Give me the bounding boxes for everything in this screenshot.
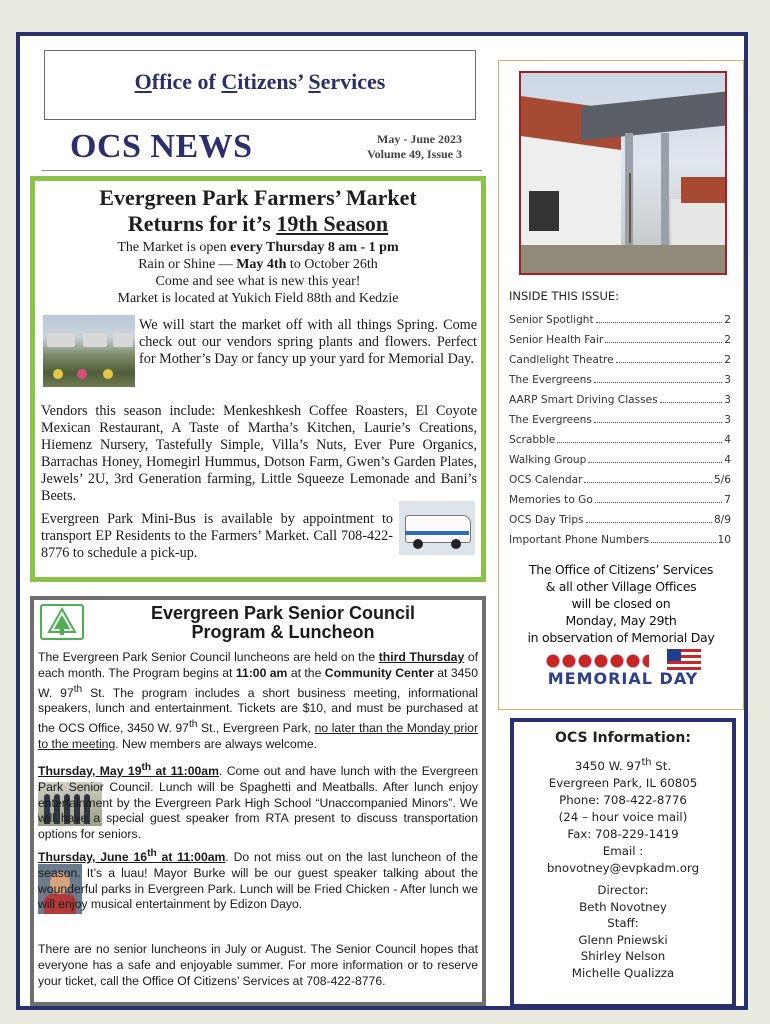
intro-time: 11:00 am (235, 665, 288, 680)
toc-page: 7 (724, 494, 731, 506)
june-luncheon-text: . Do not miss out on the last luncheon of the season. It’s a luau! Mayor Burke will be our guest speaker talking about the wounderful parks in Evergreen Park. Lunch will be Fried Chicken - After lunch we will enjoy musical entertainment by Edizon Dayo. (38, 850, 478, 912)
intro-sup: th (188, 719, 198, 731)
masthead-box (44, 50, 476, 120)
intro-venue: Community Center (324, 665, 434, 680)
ocs-information-box (510, 718, 736, 1008)
toc-title: OCS Day Trips (509, 514, 584, 526)
staff-member: Michelle Qualizza (571, 965, 675, 980)
sidebar-box (498, 60, 744, 710)
toc-leader (660, 393, 723, 403)
memorial-day-text: MEMORIAL DAY (547, 669, 699, 688)
toc-item[interactable] (509, 453, 731, 473)
may-luncheon-date (38, 764, 219, 778)
june-luncheon (38, 846, 478, 913)
flag-canton (667, 649, 681, 661)
issue-info (332, 132, 462, 162)
market-invite: Come and see what is new this year! (155, 274, 361, 289)
vendors-paragraph: Vendors this season include: Menkeshkesh Coffee Roasters, El Coyote Mexican Restaurant, A Taste of Martha’s Kitchen, Laurie’s Creations, Hiemenz Nursery, Tastefully Simple, Villa’s Nuts, Ever Pure Organics, Barrachas Honey, Homegirl Hummus, Dotson Farm, Gwen’s Garden Plates, Jewels’ 2U, 3rd Generation farming, Little Squeeze Lemonade and Bani’s Beets. (41, 403, 477, 504)
closure-line: Monday, May 29th (565, 613, 677, 628)
toc-leader (594, 413, 722, 423)
address-street: 3450 W. 97 (574, 758, 642, 773)
may-luncheon (38, 760, 478, 843)
market-location: Market is located at Yukich Field 88th and Kedzie (117, 291, 399, 306)
spring-paragraph: We will start the market off with all things Spring. Come check out our vendors spring plants and flowers. Perfect for Mother’s Day or fancy up your yard for Memorial Day. (139, 317, 477, 367)
intro-text: of each month. The Program begins at (38, 650, 478, 680)
tree-logo-icon (42, 606, 82, 638)
poppies-icon (545, 653, 649, 669)
office-title-word3: ervices (320, 69, 386, 94)
ground-shape (521, 245, 725, 273)
tent-shape (83, 333, 107, 347)
closure-notice (499, 561, 743, 646)
toc-page: 5/6 (713, 474, 731, 486)
senior-council-headline (94, 604, 472, 642)
office-title-word2: itizens’ (237, 69, 309, 94)
toc-page: 4 (724, 454, 731, 466)
toc-leader (584, 473, 711, 483)
toc-title: Senior Health Fair (509, 334, 604, 346)
senior-council-closing: There are no senior luncheons in July or August. The Senior Council hopes that everyone has a safe and enjoyable summer. For more information or to reserve your ticket, call the Office Of Citizens’ Services at 708-422-8776. (38, 942, 478, 988)
may-date-sup: th (141, 762, 152, 773)
toc-item[interactable] (509, 353, 731, 373)
toc-title: Scrabble (509, 434, 556, 446)
market-hours-bold: every Thursday 8 am - 1 pm (230, 240, 399, 255)
address-line2: Evergreen Park, IL 60805 (548, 775, 698, 790)
toc-leader (616, 353, 723, 363)
may-date-text: Thursday, May 19 (38, 764, 142, 779)
toc-leader (596, 313, 723, 323)
intro-third-thursday: third Thursday (378, 650, 465, 664)
toc-leader (588, 453, 722, 463)
sc-headline-line2: Program & Luncheon (191, 622, 375, 642)
market-dates-prefix: Rain or Shine — (138, 257, 237, 272)
toc-leader (651, 533, 715, 543)
may-luncheon-text: . Come out and have lunch with the Evergreen Park Senior Council. Lunch will be Spaghetti and Meatballs. After lunch enjoy entertainment by the Evergreen Park High School “Unaccompanied Minors”. We will have a special guest speaker from RTA present to discuss transportation options for seniors. (38, 764, 478, 842)
toc-item[interactable] (509, 393, 731, 413)
may-date-time: at 11:00am (151, 764, 219, 779)
staff-member: Shirley Nelson (580, 949, 666, 964)
staff-member: Glenn Pniewski (578, 932, 668, 947)
newsletter-title: OCS NEWS (70, 128, 253, 165)
staff-list (514, 882, 732, 982)
toc-page: 2 (724, 334, 731, 346)
toc-title: Important Phone Numbers (509, 534, 650, 546)
closure-line: in observation of Memorial Day (527, 630, 715, 645)
toc-page: 3 (724, 414, 731, 426)
flower-shape (77, 369, 87, 379)
intro-text: at 3450 W. 97 (38, 665, 478, 700)
toc-title: Walking Group (509, 454, 587, 466)
toc-page: 2 (724, 354, 731, 366)
intro-text: . New members are always welcome. (115, 737, 318, 752)
toc-title: Candlelight Theatre (509, 354, 614, 366)
flower-shape (53, 369, 63, 379)
june-date-text: Thursday, June 16 (38, 850, 148, 865)
intro-text: St., Evergreen Park, (197, 721, 315, 736)
intro-deadline: no later than the Monday prior to the meeting (38, 721, 478, 752)
toc-leader (595, 493, 722, 503)
market-dates-bold: May 4th (236, 257, 287, 272)
fax-number: Fax: 708-229-1419 (567, 826, 679, 841)
column-shape (661, 133, 669, 263)
toc-title: OCS Calendar (509, 474, 583, 486)
office-title-s: S (308, 69, 321, 94)
june-luncheon-date (38, 850, 225, 864)
toc-item[interactable] (509, 493, 731, 513)
minibus-paragraph: Evergreen Park Mini-Bus is available by appointment to transport EP Residents to the Farmers’ Market. Call 708-422-8776 to schedule a pick-up. (41, 511, 393, 561)
toc-leader (594, 373, 722, 383)
address-sup: th (641, 757, 652, 768)
director-name: Beth Novotney (579, 899, 667, 914)
community-center-photo (519, 71, 727, 275)
toc-title: Senior Spotlight (509, 314, 594, 326)
tent-shape (47, 333, 75, 347)
toc-item[interactable] (509, 313, 731, 333)
market-hours-prefix: The Market is open (117, 240, 231, 255)
masthead-divider (42, 170, 482, 171)
market-dates (35, 256, 481, 273)
address-line1 (514, 754, 732, 775)
senior-council-article (30, 596, 486, 1006)
intro-text: The Evergreen Park Senior Council luncheons are held on the (38, 650, 379, 664)
june-date-time: at 11:00am (156, 850, 226, 865)
toc-leader (557, 433, 722, 443)
window-shape (529, 191, 559, 231)
office-title-c: C (221, 69, 238, 94)
roof-shape (581, 91, 727, 141)
june-date-sup: th (147, 848, 157, 859)
issue-volume: Volume 49, Issue 3 (367, 147, 462, 161)
toc-title: The Evergreens (509, 414, 592, 426)
headline-line1: Evergreen Park Farmers’ Market (99, 185, 417, 210)
toc-page: 10 (717, 534, 731, 546)
email-address[interactable]: bnovotney@evpkadm.org (546, 860, 700, 875)
table-of-contents (509, 313, 731, 553)
issue-date: May - June 2023 (377, 132, 462, 146)
us-flag-icon (667, 649, 701, 671)
toc-page: 4 (724, 434, 731, 446)
toc-leader (605, 333, 722, 343)
sc-headline-line1: Evergreen Park Senior Council (150, 603, 416, 623)
office-title-o: O (134, 69, 152, 94)
memorial-day-banner (543, 649, 703, 693)
intro-text: St. The program includes a short business meeting, informational speakers, lunch and entertainment. Tickets are $10, and must be purchased at the OCS Office, 3450 W. 97 (38, 685, 478, 736)
address-suffix: St. (651, 758, 672, 773)
contact-details (514, 754, 732, 877)
toc-item[interactable] (509, 433, 731, 453)
toc-page: 2 (724, 314, 731, 326)
bus-wheel (451, 539, 461, 549)
toc-title: AARP Smart Driving Classes (509, 394, 658, 406)
toc-page: 8/9 (713, 514, 731, 526)
staff-label: Staff: (607, 916, 639, 931)
market-hours (35, 239, 481, 256)
toc-item[interactable] (509, 373, 731, 393)
bus-stripe (405, 531, 469, 535)
toc-page: 3 (724, 394, 731, 406)
closure-line: The Office of Citizens’ Services (528, 562, 714, 577)
closure-line: will be closed on (571, 596, 671, 611)
senior-council-logo (40, 604, 84, 640)
director-label: Director: (597, 883, 649, 897)
farmers-market-headline (35, 185, 481, 237)
toc-item[interactable] (509, 473, 731, 493)
email-label: Email : (602, 843, 644, 858)
headline-line2 (35, 211, 481, 237)
intro-text: at the (287, 665, 325, 680)
brick-shape (681, 177, 727, 203)
headline-line2-prefix: Returns for it’s (127, 211, 277, 236)
office-title (45, 69, 475, 95)
toc-leader (586, 513, 712, 523)
closure-line: & all other Village Offices (545, 579, 697, 594)
office-title-word1: ffice of (151, 69, 222, 94)
inside-issue-heading: INSIDE THIS ISSUE: (509, 289, 620, 303)
intro-sup: th (73, 683, 83, 695)
market-dates-suffix: to October 26th (286, 257, 378, 272)
info-title: OCS Information: (555, 730, 691, 746)
minibus-photo (399, 501, 475, 555)
senior-council-intro (38, 650, 478, 753)
market-photo (43, 315, 135, 387)
toc-item[interactable] (509, 333, 731, 353)
newsletter-page (16, 32, 748, 1010)
bus-wheel (413, 539, 423, 549)
headline-season: 19th Season (276, 211, 389, 236)
toc-title: Memories to Go (509, 494, 593, 506)
farmers-market-article (30, 176, 486, 582)
toc-item[interactable] (509, 513, 731, 533)
voicemail-note: (24 – hour voice mail) (558, 809, 688, 824)
toc-item[interactable] (509, 533, 731, 553)
flower-shape (103, 369, 113, 379)
toc-title: The Evergreens (509, 374, 592, 386)
toc-item[interactable] (509, 413, 731, 433)
tree-shape (629, 173, 661, 243)
tent-shape (113, 333, 133, 347)
toc-page: 3 (724, 374, 731, 386)
phone-number: Phone: 708-422-8776 (559, 792, 687, 807)
